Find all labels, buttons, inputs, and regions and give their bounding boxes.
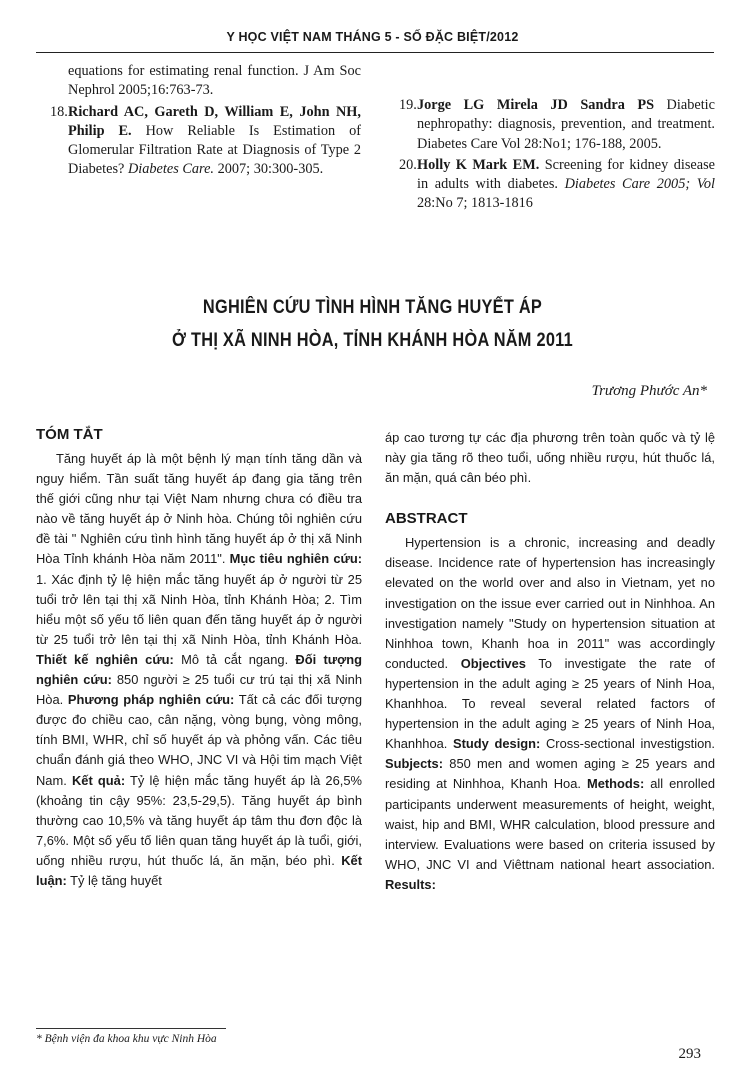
article-title-line-2: Ở THỊ XÃ NINH HÒA, TỈNH KHÁNH HÒA NĂM 2011 xyxy=(172,330,573,351)
footnote: * Bệnh viện đa khoa khu vực Ninh Hòa xyxy=(36,1033,217,1045)
reference-17-tail xyxy=(36,62,361,101)
text-run: Diabetic nephropathy: diagnosis, prevention, and treatment. Diabetes Care Vol 28:No1; 176-188, 2005. xyxy=(417,97,715,152)
text-run: Hypertension is a chronic, increasing and deadly disease. Incidence rate of hypertension has increasingly elevated on the world over and also in Vietnam, yet no investigation on the issue ever carried out in Ninhhoa. An investigation namely "Study on hypertension situation at Ninhhoa town, Khanh hoa in 2011" was accordingly conducted. xyxy=(385,535,715,671)
reference-text xyxy=(417,157,715,212)
reference-18 xyxy=(36,103,361,180)
italic-run: Diabetes Care. xyxy=(127,161,214,178)
summary-section xyxy=(36,426,362,891)
summary-continuation: áp cao tương tự các địa phương trên toàn quốc và tỷ lệ này gia tăng rõ theo tuổi, uống nhiều rượu, hút thuốc lá, ăn mặn, quá cân béo phì. xyxy=(385,430,715,486)
references-right xyxy=(385,96,715,216)
reference-text xyxy=(417,97,715,152)
reference-text xyxy=(68,63,361,98)
bold-run: Mục tiêu nghiên cứu: xyxy=(229,551,362,567)
text-run: Tất cả các đối tượng được đo chiều cao, cân nặng, vòng bụng, vòng mông, tính BMI, WHR, chỉ số huyết áp và phỏng vấn. Các tiêu chuẩn đánh giá theo WHO, JNC VI và Hội tim mạch Việt Nam. xyxy=(36,692,362,788)
bold-run: Jorge LG Mirela JD Sandra PS xyxy=(417,97,655,113)
text-run: Cross-sectional investigstion. xyxy=(540,736,716,752)
reference-20 xyxy=(385,156,715,214)
text-run: Tăng huyết áp là một bệnh lý mạn tính tăng dần và nguy hiểm. Tần suất tăng huyết áp đang gia tăng trên thế giới cũng như tại Việt Nam nhưng chưa có điều tra nào về tăng huyết áp ở Ninh hòa. Chúng tôi nghiên cứu đề tài " Nghiên cứu tình hình tăng huyết áp ở thị xã Ninh Hòa Tỉnh khánh Hòa năm 2011". xyxy=(36,451,362,567)
bold-run: Results: xyxy=(385,876,436,892)
text-run: all enrolled participants underwent measurements of height, weight, waist, hip and BMI, WHR calculation, blood pressure and interview. Evaluations were based on criteria issused by WHO, JNC VI and Viêttnam national heart association. xyxy=(385,776,715,872)
header-rule xyxy=(36,52,714,53)
text-run: How Reliable Is Estimation of Glomerular Filtration Rate at Diagnosis of Type 2 Diabetes? xyxy=(68,122,361,178)
bold-run: Objectives xyxy=(460,655,526,671)
reference-number: 18. xyxy=(50,103,68,120)
article-title-line-1: NGHIÊN CỨU TÌNH HÌNH TĂNG HUYẾT ÁP xyxy=(202,297,543,318)
bold-run: Study design: xyxy=(453,736,541,752)
bold-run: Holly K Mark EM. xyxy=(417,156,540,173)
reference-number: 20. xyxy=(399,156,417,173)
bold-run: Phương pháp nghiên cứu: xyxy=(67,692,235,708)
bold-run: Thiết kế nghiên cứu: xyxy=(36,651,174,667)
bold-run: Richard AC, Gareth D, William E, John NH, Philip E. xyxy=(68,103,361,139)
text-run: Tỷ lệ tăng huyết xyxy=(66,872,162,888)
reference-number: 19. xyxy=(399,97,417,113)
text-run: 2007; 30:300-305. xyxy=(214,161,324,178)
bold-run: Methods: xyxy=(586,776,645,792)
text-run: Mô tả cắt ngang. xyxy=(173,651,296,667)
text-run: 1. Xác định tỷ lệ hiện mắc tăng huyết áp ở người từ 25 tuổi trở lên tại thị xã Ninh Hòa, tỉnh Khánh Hòa; 2. Tìm hiểu một số yếu tố liên quan đến tăng huyết áp ở người từ 25 tuổi trở lên tại thị xã Ninh Hòa, tỉnh Khánh Hòa. xyxy=(36,571,362,647)
abstract-heading: ABSTRACT xyxy=(385,510,468,528)
reference-19 xyxy=(385,96,715,154)
summary-heading: TÓM TẮT xyxy=(36,426,103,443)
reference-text xyxy=(68,104,361,178)
text-run: Screening for kidney disease in adults with diabetes. xyxy=(417,156,715,193)
text-run: To investigate the rate of hypertension in the adult aging ≥ 25 years of Ninh Hoa, Khanhhoa. To reveal several related factors of hypertension in the adult aging ≥ 25 years of Ninh Hoa, Khanhhoa. xyxy=(385,655,715,752)
bold-run: Kết quả: xyxy=(71,772,126,788)
running-header: Y HỌC VIỆT NAM THÁNG 5 - SỐ ĐẶC BIỆT/2012 xyxy=(226,30,519,44)
summary-body xyxy=(36,449,362,891)
text-run: 850 men and women aging ≥ 25 years and residing at Ninhhoa, Khanh Hoa. xyxy=(385,756,715,792)
footnote-rule xyxy=(36,1028,226,1029)
right-column xyxy=(385,428,715,895)
abstract-body xyxy=(385,533,715,895)
text-run: Tỷ lệ hiện mắc tăng huyết áp là 26,5% (khoảng tin cậy 95%: 23,5-29,5). Tăng huyết áp bình thường cao 10,5% và tăng huyết áp tâm thu đơn độc là 7,6%. Một số yếu tố liên quan tăng huyết áp là tuổi, giới, uống nhiều rượu, hút thuốc lá, ăn mặn, béo phì. xyxy=(36,772,362,868)
text-run: 850 người ≥ 25 tuổi cư trú tại thị xã Ninh Hòa. xyxy=(36,672,363,708)
page-number: 293 xyxy=(678,1046,701,1062)
text-run: 28:No 7; 1813-1816 xyxy=(417,195,533,212)
bold-run: Đối tượng nghiên cứu: xyxy=(36,651,362,688)
references-left xyxy=(36,62,361,182)
italic-run: Diabetes Care 2005; Vol xyxy=(564,176,715,193)
text-run: equations for estimating renal function. J Am Soc Nephrol 2005;16:763-73. xyxy=(68,63,361,99)
bold-run: Subjects: xyxy=(385,756,444,772)
bold-run: Kết luận: xyxy=(36,852,362,888)
author: Trương Phước An* xyxy=(591,383,707,399)
